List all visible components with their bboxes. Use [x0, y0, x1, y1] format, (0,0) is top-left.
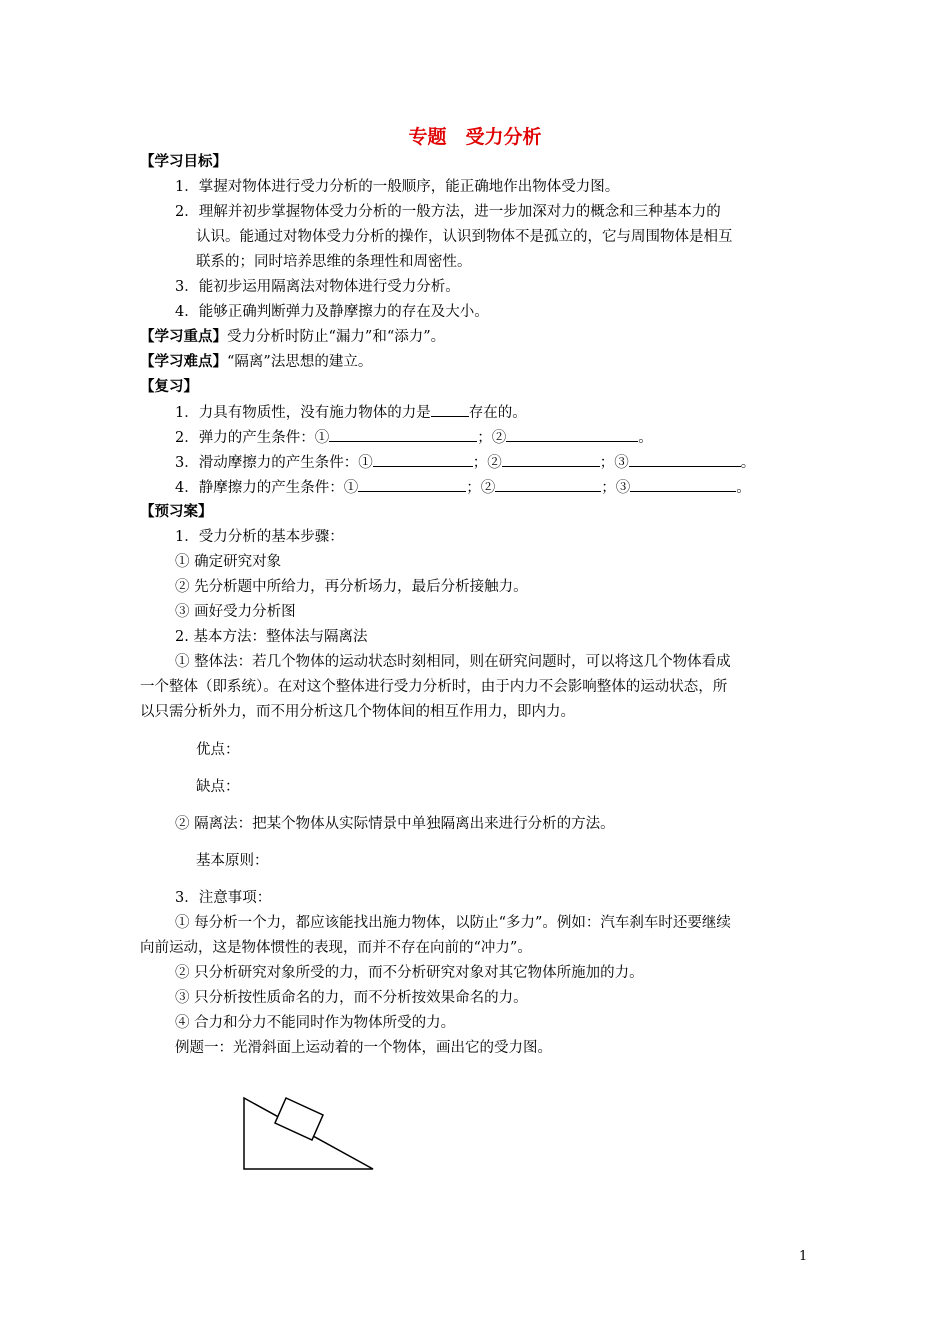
whole-method-line-2: 一个整体（即系统）。在对这个整体进行受力分析时，由于内力不会影响整体的运动状态，所	[140, 679, 728, 695]
section-heading-goals: 【学习目标】	[140, 153, 227, 170]
preview-1-step-3: ③ 画好受力分析图	[175, 604, 296, 620]
review-3-sep-1: ；②	[472, 455, 502, 471]
note-1-line-1: ① 每分析一个力，都应该能找出施力物体，以防止“多力”。例如：汽车刹车时还要继续	[175, 915, 731, 931]
fill-blank[interactable]	[373, 452, 473, 467]
preview-2: 2. 基本方法：整体法与隔离法	[175, 629, 368, 645]
review-1-text: 1．力具有物质性，没有施力物体的力是	[175, 405, 431, 421]
incline-diagram	[240, 1095, 380, 1175]
example-1: 例题一：光滑斜面上运动着的一个物体，画出它的受力图。	[175, 1040, 552, 1056]
goal-2-line-3: 联系的；同时培养思维的条理性和周密性。	[196, 254, 472, 270]
difficulty-line	[140, 352, 372, 372]
review-2	[175, 427, 653, 448]
section-heading-review: 【复习】	[140, 378, 198, 395]
fill-blank[interactable]	[358, 477, 466, 492]
fill-blank[interactable]	[502, 452, 600, 467]
goal-1: 1．掌握对物体进行受力分析的一般顺序，能正确地作出物体受力图。	[175, 179, 620, 195]
goal-3: 3．能初步运用隔离法对物体进行受力分析。	[175, 279, 460, 295]
review-3	[175, 452, 755, 473]
fill-blank[interactable]	[431, 402, 469, 417]
review-2-sep: ；②	[477, 430, 507, 446]
review-4-end: 。	[736, 480, 751, 496]
goal-4: 4．能够正确判断弹力及静摩擦力的存在及大小。	[175, 304, 489, 320]
page-title: 专题 受力分析	[408, 126, 542, 148]
block-on-incline	[275, 1098, 323, 1140]
review-3-end: 。	[740, 455, 756, 471]
whole-method-line-1: ① 整体法：若几个物体的运动状态时刻相同，则在研究问题时，可以将这几个物体看成	[175, 654, 731, 670]
review-4-sep-2: ；③	[601, 480, 631, 496]
basic-principle-label: 基本原则：	[196, 853, 269, 869]
review-3-text: 3．滑动摩擦力的产生条件：①	[175, 455, 373, 471]
whole-method-line-3: 以只需分析外力，而不用分析这几个物体间的相互作用力，即内力。	[140, 704, 575, 720]
preview-1: 1．受力分析的基本步骤：	[175, 529, 344, 545]
section-heading-difficulty: 【学习难点】	[140, 353, 227, 370]
review-4-text: 4．静摩擦力的产生条件：①	[175, 480, 359, 496]
fill-blank[interactable]	[629, 452, 741, 467]
review-4	[175, 477, 751, 498]
key-point-line	[140, 327, 445, 347]
disadvantages-label: 缺点：	[196, 779, 240, 795]
difficulty-text: “隔离”法思想的建立。	[227, 354, 373, 370]
section-heading-key: 【学习重点】	[140, 328, 227, 345]
isolation-method: ② 隔离法：把某个物体从实际情景中单独隔离出来进行分析的方法。	[175, 816, 615, 832]
fill-blank[interactable]	[630, 477, 736, 492]
review-4-sep-1: ；②	[466, 480, 496, 496]
review-3-sep-2: ；③	[599, 455, 629, 471]
review-2-text: 2．弹力的产生条件：①	[175, 430, 330, 446]
goal-2-line-2: 认识。能通过对物体受力分析的操作，认识到物体不是孤立的，它与周围物体是相互	[196, 229, 733, 245]
note-2: ② 只分析研究对象所受的力，而不分析研究对象对其它物体所施加的力。	[175, 965, 644, 981]
fill-blank[interactable]	[506, 427, 638, 442]
note-4: ④ 合力和分力不能同时作为物体所受的力。	[175, 1015, 456, 1031]
advantages-label: 优点：	[196, 742, 240, 758]
preview-3: 3．注意事项：	[175, 890, 272, 906]
section-heading-preview: 【预习案】	[140, 503, 213, 520]
review-1-tail: 存在的。	[468, 405, 527, 421]
key-point-text: 受力分析时防止“漏力”和“添力”。	[227, 329, 446, 345]
preview-1-step-2: ② 先分析题中所给力，再分析场力，最后分析接触力。	[175, 579, 528, 595]
goal-2-line-1: 2．理解并初步掌握物体受力分析的一般方法，进一步加深对力的概念和三种基本力的	[175, 204, 721, 220]
review-2-end: 。	[638, 430, 653, 446]
preview-1-step-1: ① 确定研究对象	[175, 554, 282, 570]
fill-blank[interactable]	[495, 477, 601, 492]
note-3: ③ 只分析按性质命名的力，而不分析按效果命名的力。	[175, 990, 528, 1006]
fill-blank[interactable]	[329, 427, 477, 442]
page-number: 1	[799, 1249, 808, 1264]
note-1-line-2: 向前运动，这是物体惯性的表现，而并不存在向前的“冲力”。	[140, 940, 532, 956]
review-1	[175, 402, 527, 423]
